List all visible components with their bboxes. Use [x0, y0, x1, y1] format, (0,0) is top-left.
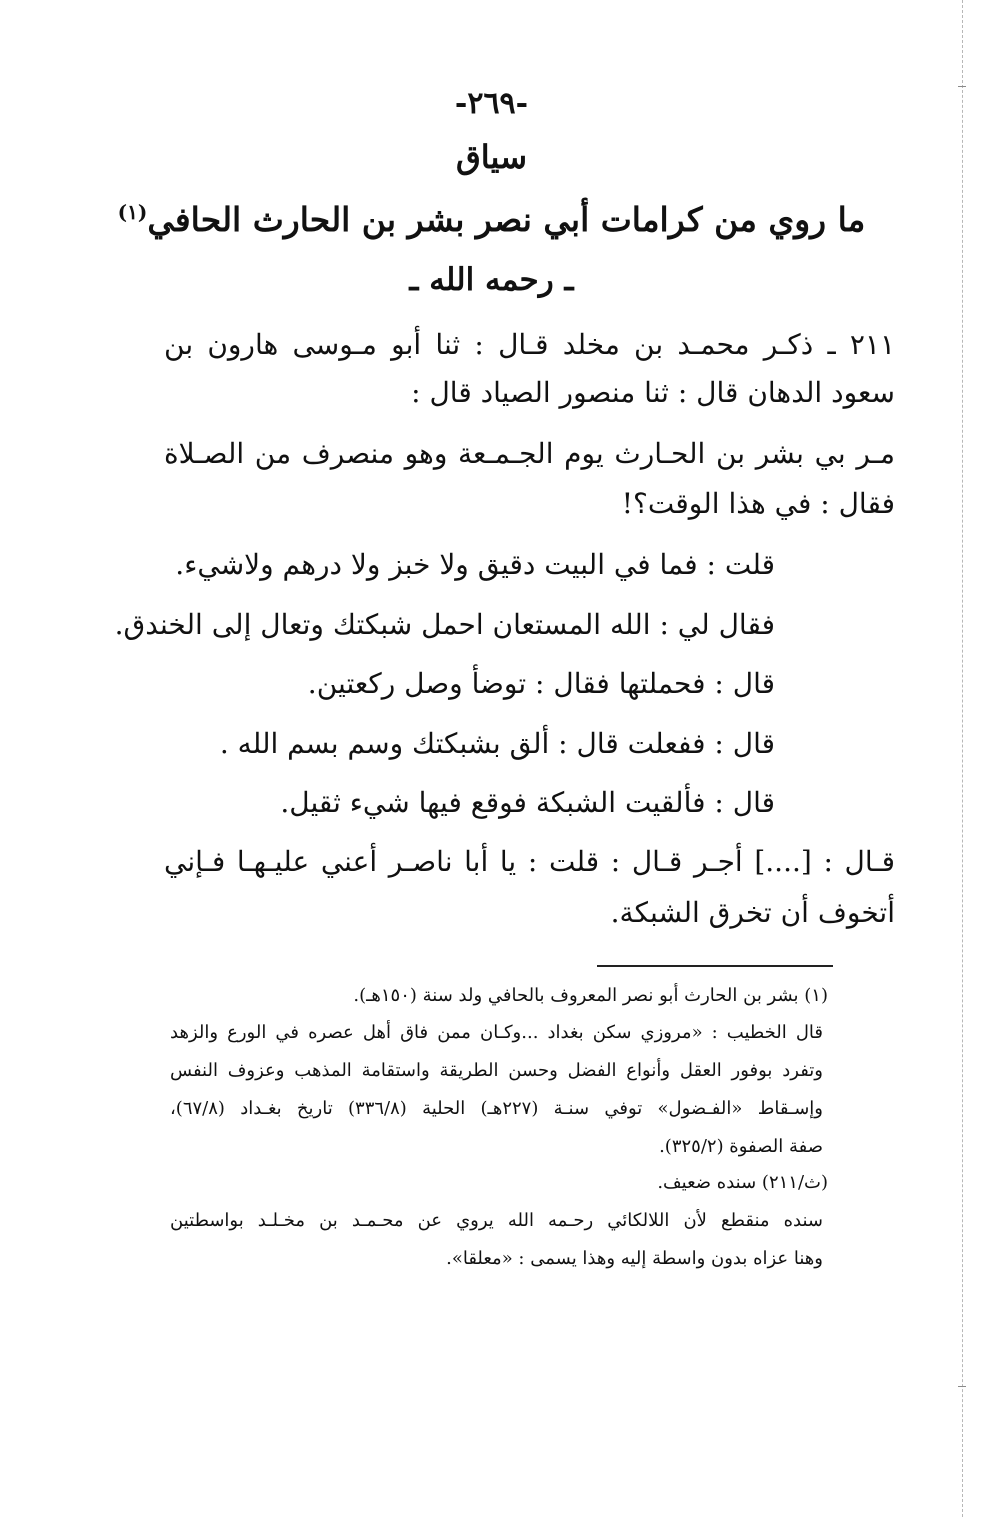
- scan-edge-mark: [958, 1386, 966, 1387]
- footnote-divider: [597, 965, 833, 967]
- footnote-2-lead: (ث/٢١١) سنده ضعيف.: [657, 1172, 828, 1193]
- chapter-subtitle: ـ رحمه الله ـ: [409, 262, 574, 298]
- dialogue-line: قال : فحملتها فقال : توضأ وصل ركعتين.: [307, 667, 775, 700]
- closing-line: أتخوف أن تخرق الشبكة.: [610, 896, 895, 929]
- narration-line: مـر بي بشر بن الحـارث يوم الجـمـعة وهو منصرف من الصـلاة: [164, 437, 895, 470]
- chapter-title-text: ما روي من كرامات أبي نصر بشر بن الحارث الحافي: [147, 200, 866, 239]
- footnote-2-line: سنده منقطع لأن اللالكائي رحـمه الله يروي عن محـمـد بن مخـلـد بواسطتين: [170, 1210, 823, 1231]
- footnote-1-line: وإسـقاط «الفـضول» توفي سنـة (٢٢٧هـ) الحلية (٣٣٦/٨) تاريخ بغـداد (٦٧/٨)،: [170, 1098, 823, 1119]
- isnad-line: سعود الدهان قال : ثنا منصور الصياد قال :: [411, 376, 895, 409]
- footnote-2-line: وهنا عزاه بدون واسطة إليه وهذا يسمى : «معلقا».: [446, 1248, 823, 1269]
- isnad-line: ٢١١ ـ ذكـر محمـد بن مخلد قـال : ثنا أبو مـوسى هارون بن: [164, 328, 895, 361]
- page-number: -٢٦٩-: [454, 86, 529, 121]
- dialogue-line: قال : فألقيت الشبكة فوقع فيها شيء ثقيل.: [280, 786, 775, 819]
- section-label: سياق: [455, 138, 528, 176]
- dialogue-line: قال : ففعلت قال : ألق بشبكتك وسم بسم الله .: [219, 727, 775, 760]
- narration-line: فقال : في هذا الوقت؟!: [621, 487, 895, 520]
- footnote-1-line: قال الخطيب : «مروزي سكن بغداد ...وكـان ممن فاق أهل عصره في الورع والزهد: [170, 1022, 823, 1043]
- dialogue-line: فقال لي : الله المستعان احمل شبكتك وتعال إلى الخندق.: [114, 608, 775, 641]
- title-footnote-ref: (١): [117, 200, 148, 224]
- closing-line: قـال : [....] أجـر قـال : قلت : يا أبا ناصـر أعني عليـهـا فـإني: [164, 845, 895, 878]
- chapter-title: [0, 200, 983, 239]
- dialogue-line: قلت : فما في البيت دقيق ولا خبز ولا درهم ولاشيء.: [175, 548, 775, 581]
- footnote-1-lead: (١) بشر بن الحارث أبو نصر المعروف بالحافي ولد سنة (١٥٠هـ).: [353, 985, 828, 1006]
- footnote-1-line: صفة الصفوة (٣٢٥/٢).: [659, 1136, 823, 1157]
- footnote-1-line: وتفرد بوفور العقل وأنواع الفضل وحسن الطريقة واستقامة المذهب وعزوف النفس: [170, 1060, 823, 1081]
